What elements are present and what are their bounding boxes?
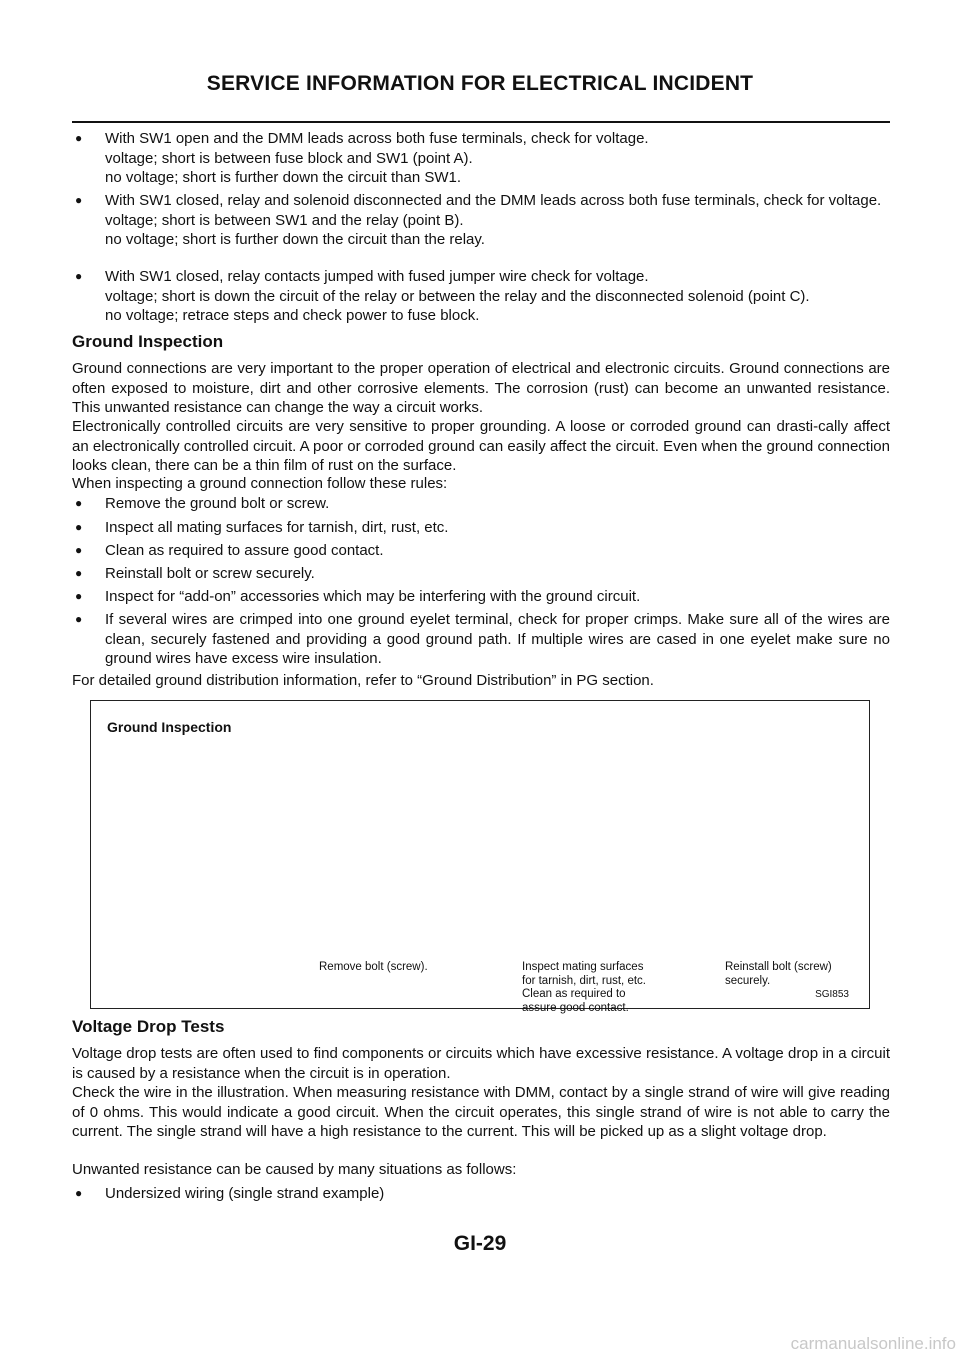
bullet-icon: ●: [75, 496, 83, 510]
bullet-line: voltage; short is between SW1 and the relay (point B).: [105, 211, 464, 229]
voltage-drop-paragraph-1: Voltage drop tests are often used to find components or circuits which have excessive resistance. A voltage drop in a circuit is caused by a resistance when the circuit is in operation.: [72, 1045, 890, 1082]
intro-bullet: [72, 267, 890, 326]
voltage-drop-heading: Voltage Drop Tests: [72, 1017, 225, 1036]
ground-rule: [72, 494, 890, 514]
ground-inspection-heading: Ground Inspection: [72, 332, 224, 351]
ground-rule: [72, 518, 890, 538]
bullet-icon: ●: [75, 589, 83, 603]
bullet-line: voltage; short is between fuse block and SW1 (point A).: [105, 149, 473, 167]
ground-rule: [72, 564, 890, 584]
intro-bullet: [72, 129, 890, 188]
bullet-line: With SW1 open and the DMM leads across both fuse terminals, check for voltage.: [105, 130, 649, 147]
figure-id: SGI853: [815, 989, 849, 1000]
bullet-line: With SW1 closed, relay contacts jumped with fused jumper wire check for voltage.: [105, 268, 649, 285]
ground-rule-text: Remove the ground bolt or screw.: [105, 495, 330, 512]
voltage-drop-paragraph-3: Unwanted resistance can be caused by many situations as follows:: [72, 1161, 517, 1178]
bullet-icon: ●: [75, 193, 83, 207]
figure-caption-remove: Remove bolt (screw).: [319, 961, 428, 973]
figure-caption-reinstall: Reinstall bolt (screw) securely.: [725, 961, 832, 987]
bullet-line: no voltage; retrace steps and check power to fuse block.: [105, 307, 480, 324]
ground-rule-text: Clean as required to assure good contact.: [105, 542, 384, 559]
ground-paragraph-1: Ground connections are very important to the proper operation of electrical and electronic circuits. Ground connections are often exposed to moisture, dirt and other corrosive elements. The corrosion (rust) can become an unwanted resistance. This unwanted resistance can change the way a circuit works.: [72, 360, 890, 416]
figure-box: [90, 700, 870, 1014]
ground-reference: For detailed ground distribution information, refer to “Ground Distribution” in PG section.: [72, 672, 654, 689]
bullet-icon: ●: [75, 612, 83, 626]
bullet-line: no voltage; short is further down the circuit than the relay.: [105, 231, 485, 248]
intro-bullet: [72, 191, 890, 250]
bullet-icon: ●: [75, 269, 83, 283]
figure-title: Ground Inspection: [107, 719, 232, 735]
ground-rule-text: Inspect for “add-on” accessories which may be interfering with the ground circuit.: [105, 588, 641, 605]
bullet-icon: ●: [75, 131, 83, 145]
ground-rule: [72, 541, 890, 561]
voltage-drop-paragraph-2: Check the wire in the illustration. When measuring resistance with DMM, contact by a single strand of wire will give reading of 0 ohms. This would indicate a good circuit. When the circuit operates, this single strand of wire is not able to carry the current. The single strand will have a high resistance to the current. This will be picked up as a slight voltage drop.: [72, 1084, 890, 1140]
bullet-line: With SW1 closed, relay and solenoid disconnected and the DMM leads across both fuse terminals, check for voltage.: [105, 192, 882, 209]
voltage-drop-bullet-text: Undersized wiring (single strand example): [105, 1185, 385, 1202]
bullet-icon: ●: [75, 1186, 83, 1200]
bullet-line: voltage; short is down the circuit of the relay or between the relay and the disconnected solenoid (point C).: [105, 287, 810, 305]
bullet-icon: ●: [75, 566, 83, 580]
ground-rule-text: If several wires are crimped into one ground eyelet terminal, check for proper crimps. Make sure all of the wires are clean, securely fastened and providing a good ground path. If multiple wires are cased in one eyelet make sure no ground wires have excess wire insulation.: [105, 611, 890, 667]
ground-paragraph-2: Electronically controlled circuits are very sensitive to proper grounding. A loose or corroded ground can drasti-cally affect an electronically controlled circuit. A poor or corroded ground can easily affect the circuit. Even when the ground connection looks clean, there can be a thin film of rust on the surface.: [72, 418, 890, 474]
ground-paragraph-3: When inspecting a ground connection follow these rules:: [72, 475, 448, 492]
page-number: GI-29: [453, 1232, 507, 1255]
ground-rule: [72, 610, 890, 669]
ground-rule-text: Reinstall bolt or screw securely.: [105, 565, 315, 582]
voltage-drop-bullet: [72, 1184, 890, 1204]
watermark: carmanualsonline.info: [790, 1334, 956, 1353]
figure-caption-inspect: Inspect mating surfaces for tarnish, dirt, rust, etc. Clean as required to assure good contact.: [522, 961, 646, 1014]
bullet-icon: ●: [75, 520, 83, 534]
page-title: SERVICE INFORMATION FOR ELECTRICAL INCIDENT: [206, 72, 754, 95]
title-rule: [72, 121, 890, 123]
ground-rule-text: Inspect all mating surfaces for tarnish, dirt, rust, etc.: [105, 519, 449, 536]
bullet-line: no voltage; short is further down the circuit than SW1.: [105, 169, 462, 186]
ground-rule: [72, 587, 890, 607]
bullet-icon: ●: [75, 543, 83, 557]
